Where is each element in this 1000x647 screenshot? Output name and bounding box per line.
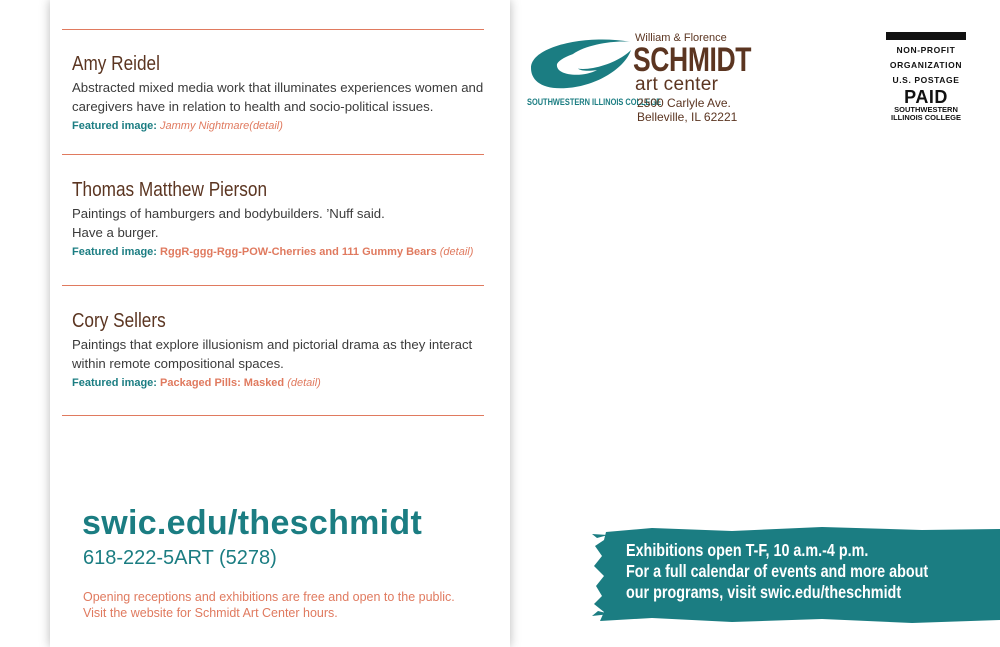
artist-entry-amy-reidel bbox=[72, 52, 492, 132]
featured-detail: (detail) bbox=[249, 120, 283, 132]
logo-name: SCHMIDT bbox=[633, 41, 752, 79]
logo-college: SOUTHWESTERN ILLINOIS COLLEGE bbox=[527, 97, 662, 108]
address-street: 2500 Carlyle Ave. bbox=[637, 96, 731, 110]
featured-title: Jammy Nightmare bbox=[160, 120, 250, 132]
note-line: Opening receptions and exhibitions are free and open to the public. bbox=[83, 590, 455, 604]
artist-name: Thomas Matthew Pierson bbox=[72, 179, 268, 201]
description-line: Have a burger. bbox=[72, 225, 159, 240]
artist-description: Paintings that explore illusionism and pictorial drama as they interact within remote compositional spaces. bbox=[72, 337, 473, 371]
logo-presenter: William & Florence bbox=[635, 32, 727, 44]
artist-name: Cory Sellers bbox=[72, 310, 166, 332]
visitor-note bbox=[83, 589, 503, 621]
exhibition-hours-banner bbox=[592, 526, 1000, 624]
banner-line: For a full calendar of events and more about bbox=[626, 561, 929, 581]
divider-rule bbox=[62, 29, 484, 30]
website-url[interactable]: swic.edu/theschmidt bbox=[82, 504, 423, 542]
featured-label: Featured image: bbox=[72, 120, 157, 132]
schmidt-art-center-logo bbox=[527, 30, 752, 130]
postage-paid: PAID bbox=[904, 87, 948, 107]
banner-text bbox=[626, 540, 1000, 603]
address-city: Belleville, IL 62221 bbox=[637, 110, 738, 124]
featured-label: Featured image: bbox=[72, 377, 157, 389]
featured-title: Packaged Pills: Masked bbox=[160, 377, 285, 389]
postage-org: ILLINOIS COLLEGE bbox=[890, 113, 961, 122]
divider-rule bbox=[62, 415, 484, 416]
artist-name: Amy Reidel bbox=[72, 53, 160, 75]
artist-entry-thomas-matthew-pierson bbox=[72, 178, 492, 258]
postage-org: SOUTHWESTERN bbox=[894, 105, 958, 114]
featured-title: RggR-ggg-Rgg-POW-Cherries and 111 Gummy Bears bbox=[160, 246, 437, 258]
postage-indicia bbox=[886, 32, 966, 122]
swoosh-logo-icon bbox=[527, 34, 633, 94]
artist-description: Abstracted mixed media work that illuminates experiences women and caregivers have in relation to health and socio-political issues. bbox=[72, 80, 484, 114]
featured-label: Featured image: bbox=[72, 246, 157, 258]
banner-line: Exhibitions open T-F, 10 a.m.-4 p.m. bbox=[626, 540, 869, 560]
featured-detail: (detail) bbox=[287, 377, 321, 389]
logo-subtitle: art center bbox=[635, 74, 719, 95]
artist-description bbox=[72, 204, 492, 242]
postage-line: NON-PROFIT bbox=[896, 45, 956, 55]
note-line: Visit the website for Schmidt Art Center hours. bbox=[83, 606, 338, 620]
divider-rule bbox=[62, 285, 484, 286]
artist-entry-cory-sellers bbox=[72, 309, 492, 389]
description-line: Paintings of hamburgers and bodybuilders. ’Nuff said. bbox=[72, 206, 385, 221]
postage-line: ORGANIZATION bbox=[889, 60, 963, 70]
artist-panel bbox=[50, 0, 510, 647]
featured-detail: (detail) bbox=[439, 246, 474, 258]
featured-image-caption bbox=[72, 377, 492, 389]
postage-bar bbox=[886, 32, 966, 40]
banner-line: our programs, visit swic.edu/theschmidt bbox=[626, 582, 902, 602]
featured-image-caption bbox=[72, 120, 492, 132]
postage-line: U.S. POSTAGE bbox=[892, 75, 960, 85]
phone-number: 618-222-5ART (5278) bbox=[83, 547, 277, 569]
divider-rule bbox=[62, 154, 484, 155]
featured-image-caption bbox=[72, 246, 492, 258]
